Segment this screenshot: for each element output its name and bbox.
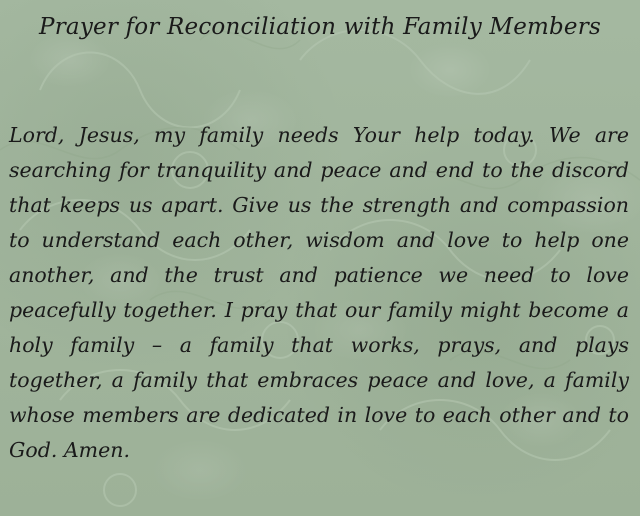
page-title: Prayer for Reconciliation with Family Members bbox=[39, 14, 601, 40]
prayer-body: Lord, Jesus, my family needs Your help today. We are searching for tranquility and peace and end to the discord that keeps us apart. Give us the strength and compassion to understand each other, wisdom and love to help one another, and the trust and patience we need to love peacefully together. I pray that our family might become a holy family – a family that works, prays, and plays together, a family that embraces peace and love, a family whose members are dedicated in love to each other and to God. Amen. bbox=[9, 123, 629, 462]
